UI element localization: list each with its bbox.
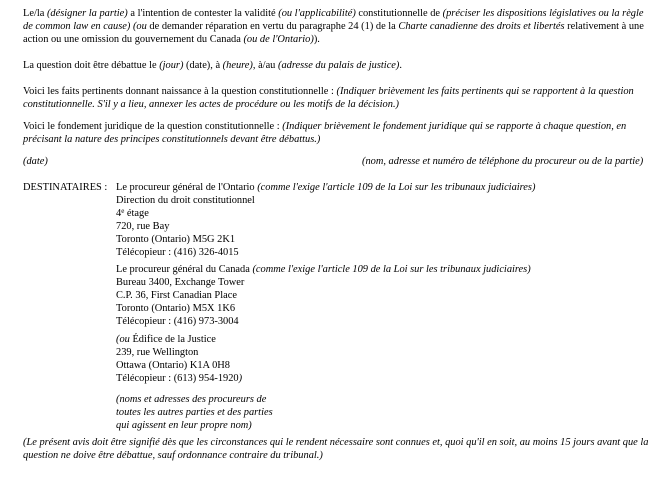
text-run: Le/la <box>23 8 47 19</box>
address-line: 720, rue Bay <box>116 221 170 232</box>
recipient-ontario <box>116 181 656 259</box>
text-run: Télécopieur : (613) 954-1920 <box>116 373 239 384</box>
text-run: (Indiquer brièvement les faits pertinents qui se rapportent à la question constitutionnelle. S'il y a lieu, annexer les actes de procédure ou les motifs de la décision.) <box>23 86 634 110</box>
text-run: e <box>121 207 125 215</box>
address-line: Ottawa (Ontario) K1A 0H8 <box>116 360 230 371</box>
address-line: 239, rue Wellington <box>116 347 199 358</box>
text-run: (préciser les dispositions législatives ou la règle de common law en cause) <box>23 8 644 32</box>
text-run: ) <box>238 373 243 384</box>
text-run: Le procureur général du Canada <box>116 264 253 275</box>
note-line: (noms et adresses des procureurs de <box>116 394 267 405</box>
address-line: Direction du droit constitutionnel <box>116 195 255 206</box>
signature-row <box>23 155 651 168</box>
text-run: Édifice de la Justice <box>132 334 216 345</box>
text-run: Voici le fondement juridique de la question constitutionnelle : <box>23 121 283 132</box>
text-run: Voici les faits pertinents donnant naissance à la question constitutionnelle : <box>23 86 337 97</box>
text-run: relativement à une action ou une omission du gouvernement du Canada <box>23 21 644 45</box>
address-line: Toronto (Ontario) M5X 1K6 <box>116 303 236 314</box>
note-line: qui agissent en leur propre nom) <box>116 420 252 431</box>
address-line <box>116 333 656 346</box>
date-placeholder: (date) <box>23 156 48 167</box>
facts-paragraph <box>23 85 651 111</box>
contact-placeholder: (nom, adresse et numéro de téléphone du procureur ou de la partie) <box>362 156 644 167</box>
text-run: (jour) <box>159 60 184 71</box>
text-run: (ou l'applicabilité) <box>278 8 356 19</box>
text-run: (ou <box>116 334 133 345</box>
text-run: (ou <box>132 21 147 32</box>
text-run: (Indiquer brièvement le fondement juridique qui se rapporte à chaque question, en précisant la nature des principes constitutionnels devant être débattus.) <box>23 121 627 145</box>
legal-basis-paragraph <box>23 120 651 146</box>
recipients-label: DESTINATAIRES : <box>23 182 108 193</box>
recipient-name-line <box>116 263 656 276</box>
address-line: Bureau 3400, Exchange Tower <box>116 277 245 288</box>
text-run: La question doit être débattue le <box>23 60 160 71</box>
other-parties-note <box>116 393 656 432</box>
text-run: de demander réparation en vertu du paragraphe 24 (1) de la <box>146 21 399 32</box>
service-notice-footer: (Le présent avis doit être signifié dès que les circonstances qui le rendent nécessaire sont connues et, quoi qu'il en soit, au moins 15 jours avant que la question ne doive être débattue, sauf ordonnance contraire du tribunal.) <box>23 437 649 461</box>
recipient-alternative <box>116 333 656 385</box>
text-run: (date), à <box>183 60 223 71</box>
text-run: (heure) <box>222 60 253 71</box>
text-run: (comme l'exige l'article 109 de la Loi sur les tribunaux judiciaires) <box>252 264 531 275</box>
text-run: . <box>399 60 402 71</box>
text-run: (ou de l'Ontario) <box>243 34 314 45</box>
recipient-name-line <box>116 181 656 194</box>
fax-line <box>116 372 656 385</box>
text-run: étage <box>124 208 149 219</box>
fax-line: Télécopieur : (416) 326-4015 <box>116 247 239 258</box>
fax-line: Télécopieur : (416) 973-3004 <box>116 316 239 327</box>
text-run: constitutionnelle de <box>355 8 443 19</box>
address-line <box>116 207 656 220</box>
address-line: Toronto (Ontario) M5G 2K1 <box>116 234 236 245</box>
text-run: Le procureur général de l'Ontario <box>116 182 258 193</box>
hearing-paragraph <box>23 59 651 72</box>
recipient-canada <box>116 263 656 328</box>
text-run: (désigner la partie) <box>46 8 128 19</box>
intent-paragraph <box>23 7 651 46</box>
text-run: Charte canadienne des droits et libertés <box>398 21 565 32</box>
text-run: (adresse du palais de justice) <box>277 60 400 71</box>
note-line: toutes les autres parties et des parties <box>116 407 273 418</box>
text-run: (comme l'exige l'article 109 de la Loi sur les tribunaux judiciaires) <box>257 182 536 193</box>
address-line: C.P. 36, First Canadian Place <box>116 290 237 301</box>
text-run: ). <box>313 34 320 45</box>
text-run: a l'intention de contester la validité <box>127 8 279 19</box>
text-run: , à/au <box>252 60 278 71</box>
text-run: 4 <box>116 208 122 219</box>
